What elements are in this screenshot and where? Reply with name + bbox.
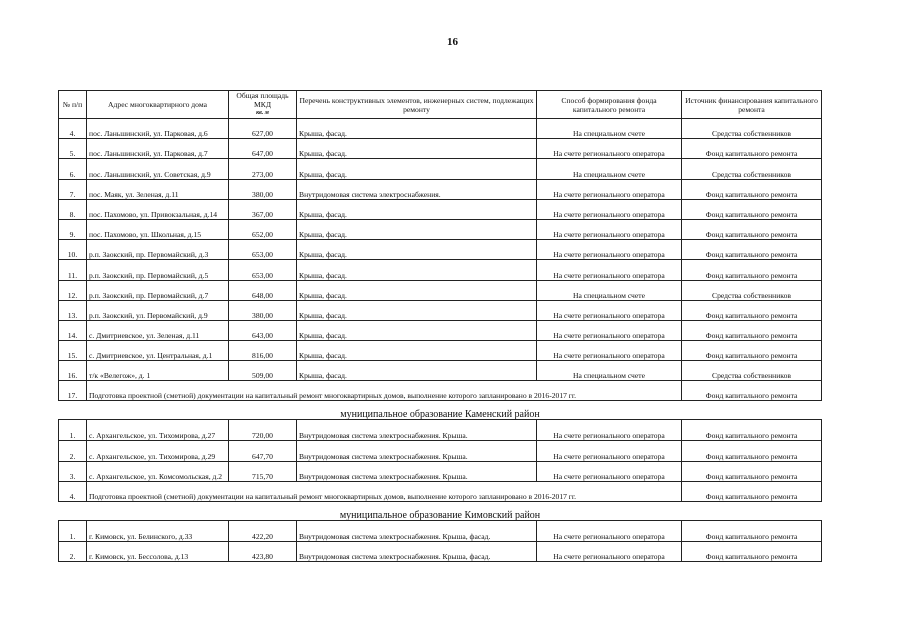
row-method: На счете регионального оператора	[537, 341, 682, 361]
row-address: пос. Ланьшинский, ул. Советская, д.9	[87, 159, 229, 179]
row-elements: Внутридомовая система электроснабжения. Крыша.	[297, 461, 537, 482]
row-elements: Внутридомовая система электроснабжения. Крыша.	[297, 420, 537, 441]
row-num: 10.	[59, 240, 87, 260]
row-address: с. Архангельское, ул. Тихомирова, д.29	[87, 441, 229, 462]
capital-repair-table	[58, 90, 822, 562]
row-address: с. Архангельское, ул. Комсомольская, д.2	[87, 461, 229, 482]
row-address: пос. Пахомово, ул. Привокзальная, д.14	[87, 199, 229, 219]
row-method: На счете регионального оператора	[537, 320, 682, 340]
table-row	[59, 119, 822, 139]
row-area: 648,00	[229, 280, 297, 300]
row-source: Фонд капитального ремонта	[682, 199, 822, 219]
row-area: 816,00	[229, 341, 297, 361]
row-source: Средства собственников	[682, 159, 822, 179]
table-row	[59, 219, 822, 239]
row-address: с. Дмитриевское, ул. Зеленая, д.11	[87, 320, 229, 340]
row-num: 15.	[59, 341, 87, 361]
row-area: 715,70	[229, 461, 297, 482]
header-area-label: Общая площадь МКД	[236, 91, 289, 109]
row-source: Фонд капитального ремонта	[682, 341, 822, 361]
row-num: 8.	[59, 199, 87, 219]
row-elements: Крыша, фасад.	[297, 320, 537, 340]
row-elements: Крыша, фасад.	[297, 119, 537, 139]
row-elements: Крыша, фасад.	[297, 199, 537, 219]
row-elements: Крыша, фасад.	[297, 341, 537, 361]
row-address: г. Кимовск, ул. Белинского, д.33	[87, 521, 229, 542]
table-row	[59, 361, 822, 381]
row-num: 9.	[59, 219, 87, 239]
row-source: Фонд капитального ремонта	[682, 461, 822, 482]
row-source: Фонд капитального ремонта	[682, 179, 822, 199]
section-title: муниципальное образование Каменский район	[59, 401, 822, 420]
row-address: г. Кимовск, ул. Бессолова, д.13	[87, 541, 229, 562]
row-elements: Внутридомовая система электроснабжения.	[297, 179, 537, 199]
row-area: 627,00	[229, 119, 297, 139]
table-row	[59, 159, 822, 179]
row-address: пос. Ланьшинский, ул. Парковая, д.7	[87, 139, 229, 159]
row-elements: Внутридомовая система электроснабжения. Крыша, фасад.	[297, 541, 537, 562]
section-title: муниципальное образование Кимовский район	[59, 502, 822, 521]
row-num: 12.	[59, 280, 87, 300]
row-address: р.п. Заокский, пр. Первомайский, д.7	[87, 280, 229, 300]
row-source: Фонд капитального ремонта	[682, 300, 822, 320]
row-elements: Крыша, фасад.	[297, 300, 537, 320]
table-row	[59, 441, 822, 462]
table-header-row	[59, 91, 822, 119]
row-address: р.п. Заокский, ул. Первомайский, д.9	[87, 300, 229, 320]
row-method: На счете регионального оператора	[537, 541, 682, 562]
row-elements: Крыша, фасад.	[297, 240, 537, 260]
row-source: Фонд капитального ремонта	[682, 541, 822, 562]
row-area: 720,00	[229, 420, 297, 441]
row-area: 647,70	[229, 441, 297, 462]
table-row	[59, 420, 822, 441]
row-elements: Крыша, фасад.	[297, 159, 537, 179]
row-num: 14.	[59, 320, 87, 340]
row-elements: Внутридомовая система электроснабжения. Крыша.	[297, 441, 537, 462]
row-address: с. Архангельское, ул. Тихомирова, д.27	[87, 420, 229, 441]
row-address: пос. Пахомово, ул. Школьная, д.15	[87, 219, 229, 239]
table-row	[59, 179, 822, 199]
table-row	[59, 260, 822, 280]
row-num: 16.	[59, 361, 87, 381]
row-area: 647,00	[229, 139, 297, 159]
row-area: 380,00	[229, 300, 297, 320]
header-source: Источник финансирования капитального ремонта	[682, 91, 822, 119]
table-row	[59, 461, 822, 482]
row-elements: Крыша, фасад.	[297, 219, 537, 239]
table-row	[59, 240, 822, 260]
row-num: 5.	[59, 139, 87, 159]
row-method: На счете регионального оператора	[537, 219, 682, 239]
section-heading-kamensky	[59, 401, 822, 420]
kamensky-rows	[59, 420, 822, 482]
row-method: На счете регионального оператора	[537, 420, 682, 441]
header-address: Адрес многоквартирного дома	[87, 91, 229, 119]
row-elements: Крыша, фасад.	[297, 280, 537, 300]
row-source: Средства собственников	[682, 119, 822, 139]
row-elements: Крыша, фасад.	[297, 260, 537, 280]
row-address: пос. Ланьшинский, ул. Парковая, д.6	[87, 119, 229, 139]
row-desc: Подготовка проектной (сметной) документации на капитальный ремонт многоквартирных домов, выполнение которого запланировано в 2016-2017 гг.	[87, 381, 682, 401]
row-area: 422,20	[229, 521, 297, 542]
row-source: Фонд капитального ремонта	[682, 320, 822, 340]
table-row	[59, 541, 822, 562]
row-elements: Внутридомовая система электроснабжения. Крыша, фасад.	[297, 521, 537, 542]
row-source: Фонд капитального ремонта	[682, 420, 822, 441]
row-area: 653,00	[229, 240, 297, 260]
table-row-design-docs	[59, 381, 822, 401]
table-row	[59, 521, 822, 542]
row-num: 2.	[59, 441, 87, 462]
table-row	[59, 341, 822, 361]
row-source: Фонд капитального ремонта	[682, 240, 822, 260]
row-source: Фонд капитального ремонта	[682, 521, 822, 542]
row-num: 4.	[59, 119, 87, 139]
row-num: 2.	[59, 541, 87, 562]
row-num: 6.	[59, 159, 87, 179]
table-row	[59, 139, 822, 159]
row-num: 13.	[59, 300, 87, 320]
row-area: 380,00	[229, 179, 297, 199]
row-method: На счете регионального оператора	[537, 260, 682, 280]
row-desc: Подготовка проектной (сметной) документации на капитальный ремонт многоквартирных домов, выполнение которого запланировано в 2016-2017 гг.	[87, 482, 682, 502]
row-area: 509,00	[229, 361, 297, 381]
row-source: Средства собственников	[682, 280, 822, 300]
row-num: 1.	[59, 521, 87, 542]
row-address: р.п. Заокский, пр. Первомайский, д.3	[87, 240, 229, 260]
kimovsky-rows	[59, 521, 822, 562]
row-source: Фонд капитального ремонта	[682, 139, 822, 159]
row-address: т/к «Велегож», д. 1	[87, 361, 229, 381]
row-source: Фонд капитального ремонта	[682, 381, 822, 401]
row-num: 11.	[59, 260, 87, 280]
page-number: 16	[447, 36, 458, 48]
row-num: 1.	[59, 420, 87, 441]
row-area: 423,80	[229, 541, 297, 562]
row-source: Фонд капитального ремонта	[682, 482, 822, 502]
row-method: На счете регионального оператора	[537, 240, 682, 260]
row-source: Фонд капитального ремонта	[682, 441, 822, 462]
row-method: На счете регионального оператора	[537, 441, 682, 462]
row-method: На специальном счете	[537, 280, 682, 300]
row-area: 643,00	[229, 320, 297, 340]
row-source: Фонд капитального ремонта	[682, 260, 822, 280]
row-num: 7.	[59, 179, 87, 199]
row-area: 273,00	[229, 159, 297, 179]
row-method: На специальном счете	[537, 159, 682, 179]
row-elements: Крыша, фасад.	[297, 361, 537, 381]
row-address: р.п. Заокский, пр. Первомайский, д.5	[87, 260, 229, 280]
table-row	[59, 280, 822, 300]
row-method: На счете регионального оператора	[537, 461, 682, 482]
section-heading-kimovsky	[59, 502, 822, 521]
header-area-unit: кв. м	[256, 110, 269, 116]
row-method: На счете регионального оператора	[537, 521, 682, 542]
row-address: пос. Маяк, ул. Зеленая, д.11	[87, 179, 229, 199]
row-method: На счете регионального оператора	[537, 139, 682, 159]
header-area	[229, 91, 297, 119]
row-method: На специальном счете	[537, 361, 682, 381]
row-source: Средства собственников	[682, 361, 822, 381]
row-num: 17.	[59, 381, 87, 401]
row-area: 652,00	[229, 219, 297, 239]
table-row	[59, 300, 822, 320]
row-area: 367,00	[229, 199, 297, 219]
row-address: с. Дмитриевское, ул. Центральная, д.1	[87, 341, 229, 361]
row-method: На счете регионального оператора	[537, 179, 682, 199]
row-source: Фонд капитального ремонта	[682, 219, 822, 239]
row-method: На счете регионального оператора	[537, 199, 682, 219]
table-row	[59, 320, 822, 340]
zaoksky-rows	[59, 119, 822, 381]
header-elements: Перечень конструктивных элементов, инженерных систем, подлежащих ремонту	[297, 91, 537, 119]
row-num: 4.	[59, 482, 87, 502]
table-row	[59, 199, 822, 219]
row-num: 3.	[59, 461, 87, 482]
header-method: Способ формирования фонда капитального ремонта	[537, 91, 682, 119]
row-method: На счете регионального оператора	[537, 300, 682, 320]
header-num: № п/п	[59, 91, 87, 119]
row-elements: Крыша, фасад.	[297, 139, 537, 159]
row-method: На специальном счете	[537, 119, 682, 139]
table-row-design-docs	[59, 482, 822, 502]
row-area: 653,00	[229, 260, 297, 280]
